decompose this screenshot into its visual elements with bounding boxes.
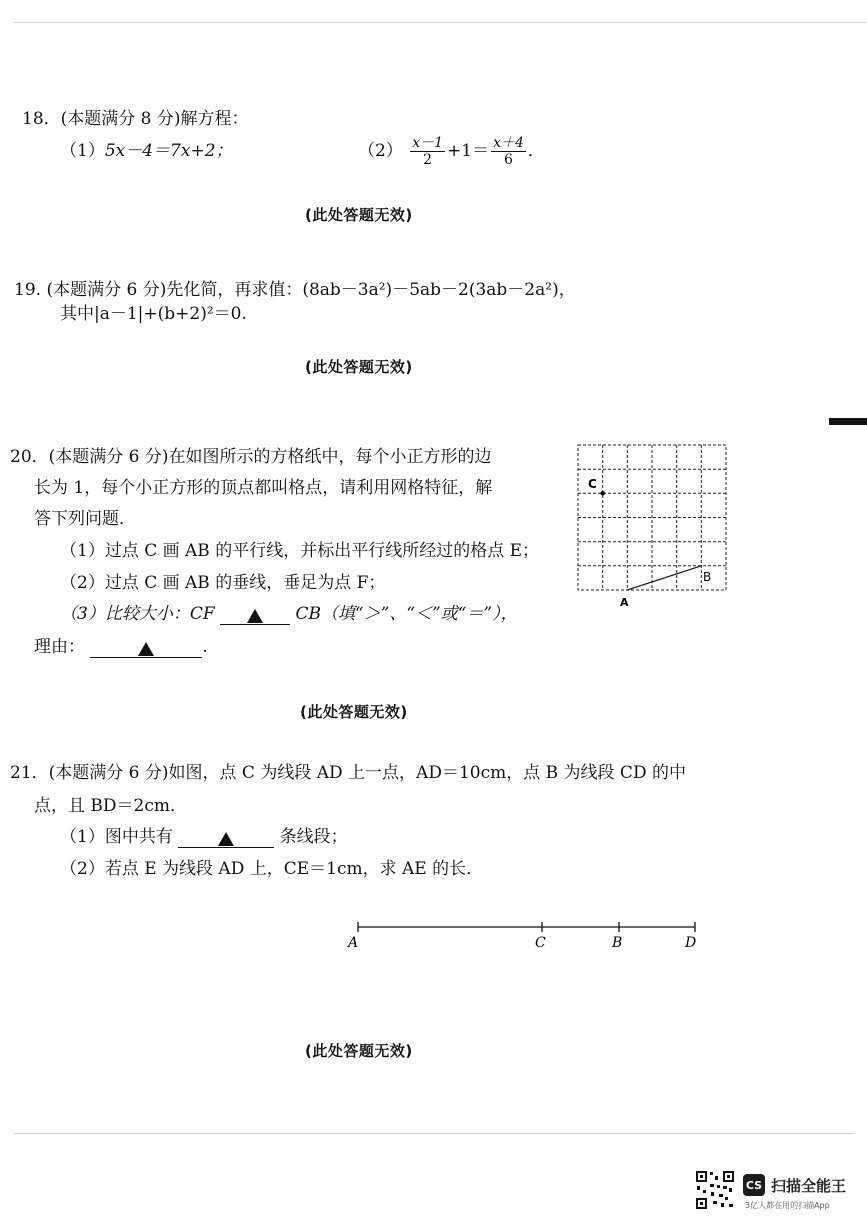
label-b: B (703, 570, 712, 584)
q21-part1-lead: （1）图中共有 (60, 827, 173, 847)
q20-part2: （2）过点 C 画 AB 的垂线，垂足为点 F； (60, 573, 386, 593)
q20-line3: 答下列问题． (34, 509, 136, 529)
q19-invalid-note: (此处答题无效) (305, 358, 413, 376)
label-a: A (348, 935, 359, 951)
q21-segment-figure (340, 915, 720, 955)
q18-head: (本题满分 8 分)解方程： (60, 109, 249, 129)
triangle-icon (247, 609, 263, 623)
scanner-slogan: 3亿人都在用的扫描App (745, 1201, 830, 1210)
label-b: B (612, 935, 623, 951)
q19-line2: 其中|a－1|+(b+2)²＝0. (60, 304, 247, 324)
cs-logo-icon: CS (743, 1174, 765, 1196)
side-marker (829, 418, 867, 425)
page-top-edge (14, 22, 867, 23)
q19-line1: 19. (本题满分 6 分)先化简，再求值：(8ab－3a²)－5ab－2(3ab－2a²)， (14, 280, 576, 300)
q20-reason-label: 理由： (34, 637, 85, 657)
q20-line2: 长为 1，每个小正方形的顶点都叫格点，请利用网格特征，解 (34, 478, 493, 498)
triangle-icon (218, 832, 234, 846)
q18-frac2: $\frac{x+4}{6}$ (493, 135, 524, 168)
grid-svg (570, 438, 740, 613)
grid-lines (578, 445, 726, 590)
q18-part1-expr: 5x－4＝7x+2； (104, 141, 233, 161)
q20-part3-lead: （3）比较大小：CF (60, 604, 215, 624)
q21-line2: 点，且 BD＝2cm． (34, 796, 187, 816)
q18-part1 (60, 140, 233, 162)
label-c: C (535, 935, 546, 951)
q18-number: 18． (22, 109, 61, 129)
q20-part3-tail: CB（填“＞”、“＜”或“＝”）， (295, 604, 518, 624)
q18-part2-mid: +1＝ (447, 141, 490, 161)
q21-line1: 21．(本题满分 6 分)如图，点 C 为线段 AD 上一点，AD＝10cm，点 B 为线段 CD 的中 (10, 763, 686, 783)
q18-invalid-note: (此处答题无效) (305, 206, 413, 224)
q18-part2-label: （2） (358, 141, 403, 161)
q20-reason: 理由： . (34, 637, 208, 657)
q21-invalid-note: (此处答题无效) (305, 1042, 413, 1060)
point-c (600, 491, 605, 496)
q20-grid-figure (570, 438, 740, 613)
q20-line1: 20．(本题满分 6 分)在如图所示的方格纸中，每个小正方形的边 (10, 447, 492, 467)
q18-part2: （2） $\frac{x-1}{2}$ +1＝ $\frac{x+4}{6}$ ． (358, 135, 545, 168)
q21-part2: （2）若点 E 为线段 AD 上，CE＝1cm，求 AE 的长． (60, 859, 484, 879)
page-bottom-edge (14, 1133, 853, 1134)
label-a: A (620, 596, 629, 609)
segment-ab (627, 566, 701, 590)
q18-part1-label: （1） (60, 141, 105, 161)
q20-reason-blank[interactable] (90, 639, 202, 658)
segment-svg (340, 915, 720, 955)
scanner-app-name: 扫描全能王 (771, 1177, 847, 1195)
q20-invalid-note: (此处答题无效) (300, 703, 408, 721)
label-c: C (588, 477, 597, 491)
q21-part1-tail: 条线段； (279, 827, 348, 847)
triangle-icon (138, 642, 154, 656)
label-d: D (685, 935, 697, 951)
q21-part1 (60, 826, 348, 848)
q20-part1: （1）过点 C 画 AB 的平行线，并标出平行线所经过的格点 E； (60, 541, 540, 561)
q20-answer-blank[interactable] (220, 606, 290, 625)
scanner-watermark (695, 1170, 855, 1215)
q20-part3 (60, 603, 518, 625)
q18-frac1: $\frac{x-1}{2}$ (412, 135, 444, 168)
q21-answer-blank[interactable] (178, 829, 274, 848)
qr-code-icon (695, 1170, 735, 1210)
q18-heading (22, 108, 249, 130)
